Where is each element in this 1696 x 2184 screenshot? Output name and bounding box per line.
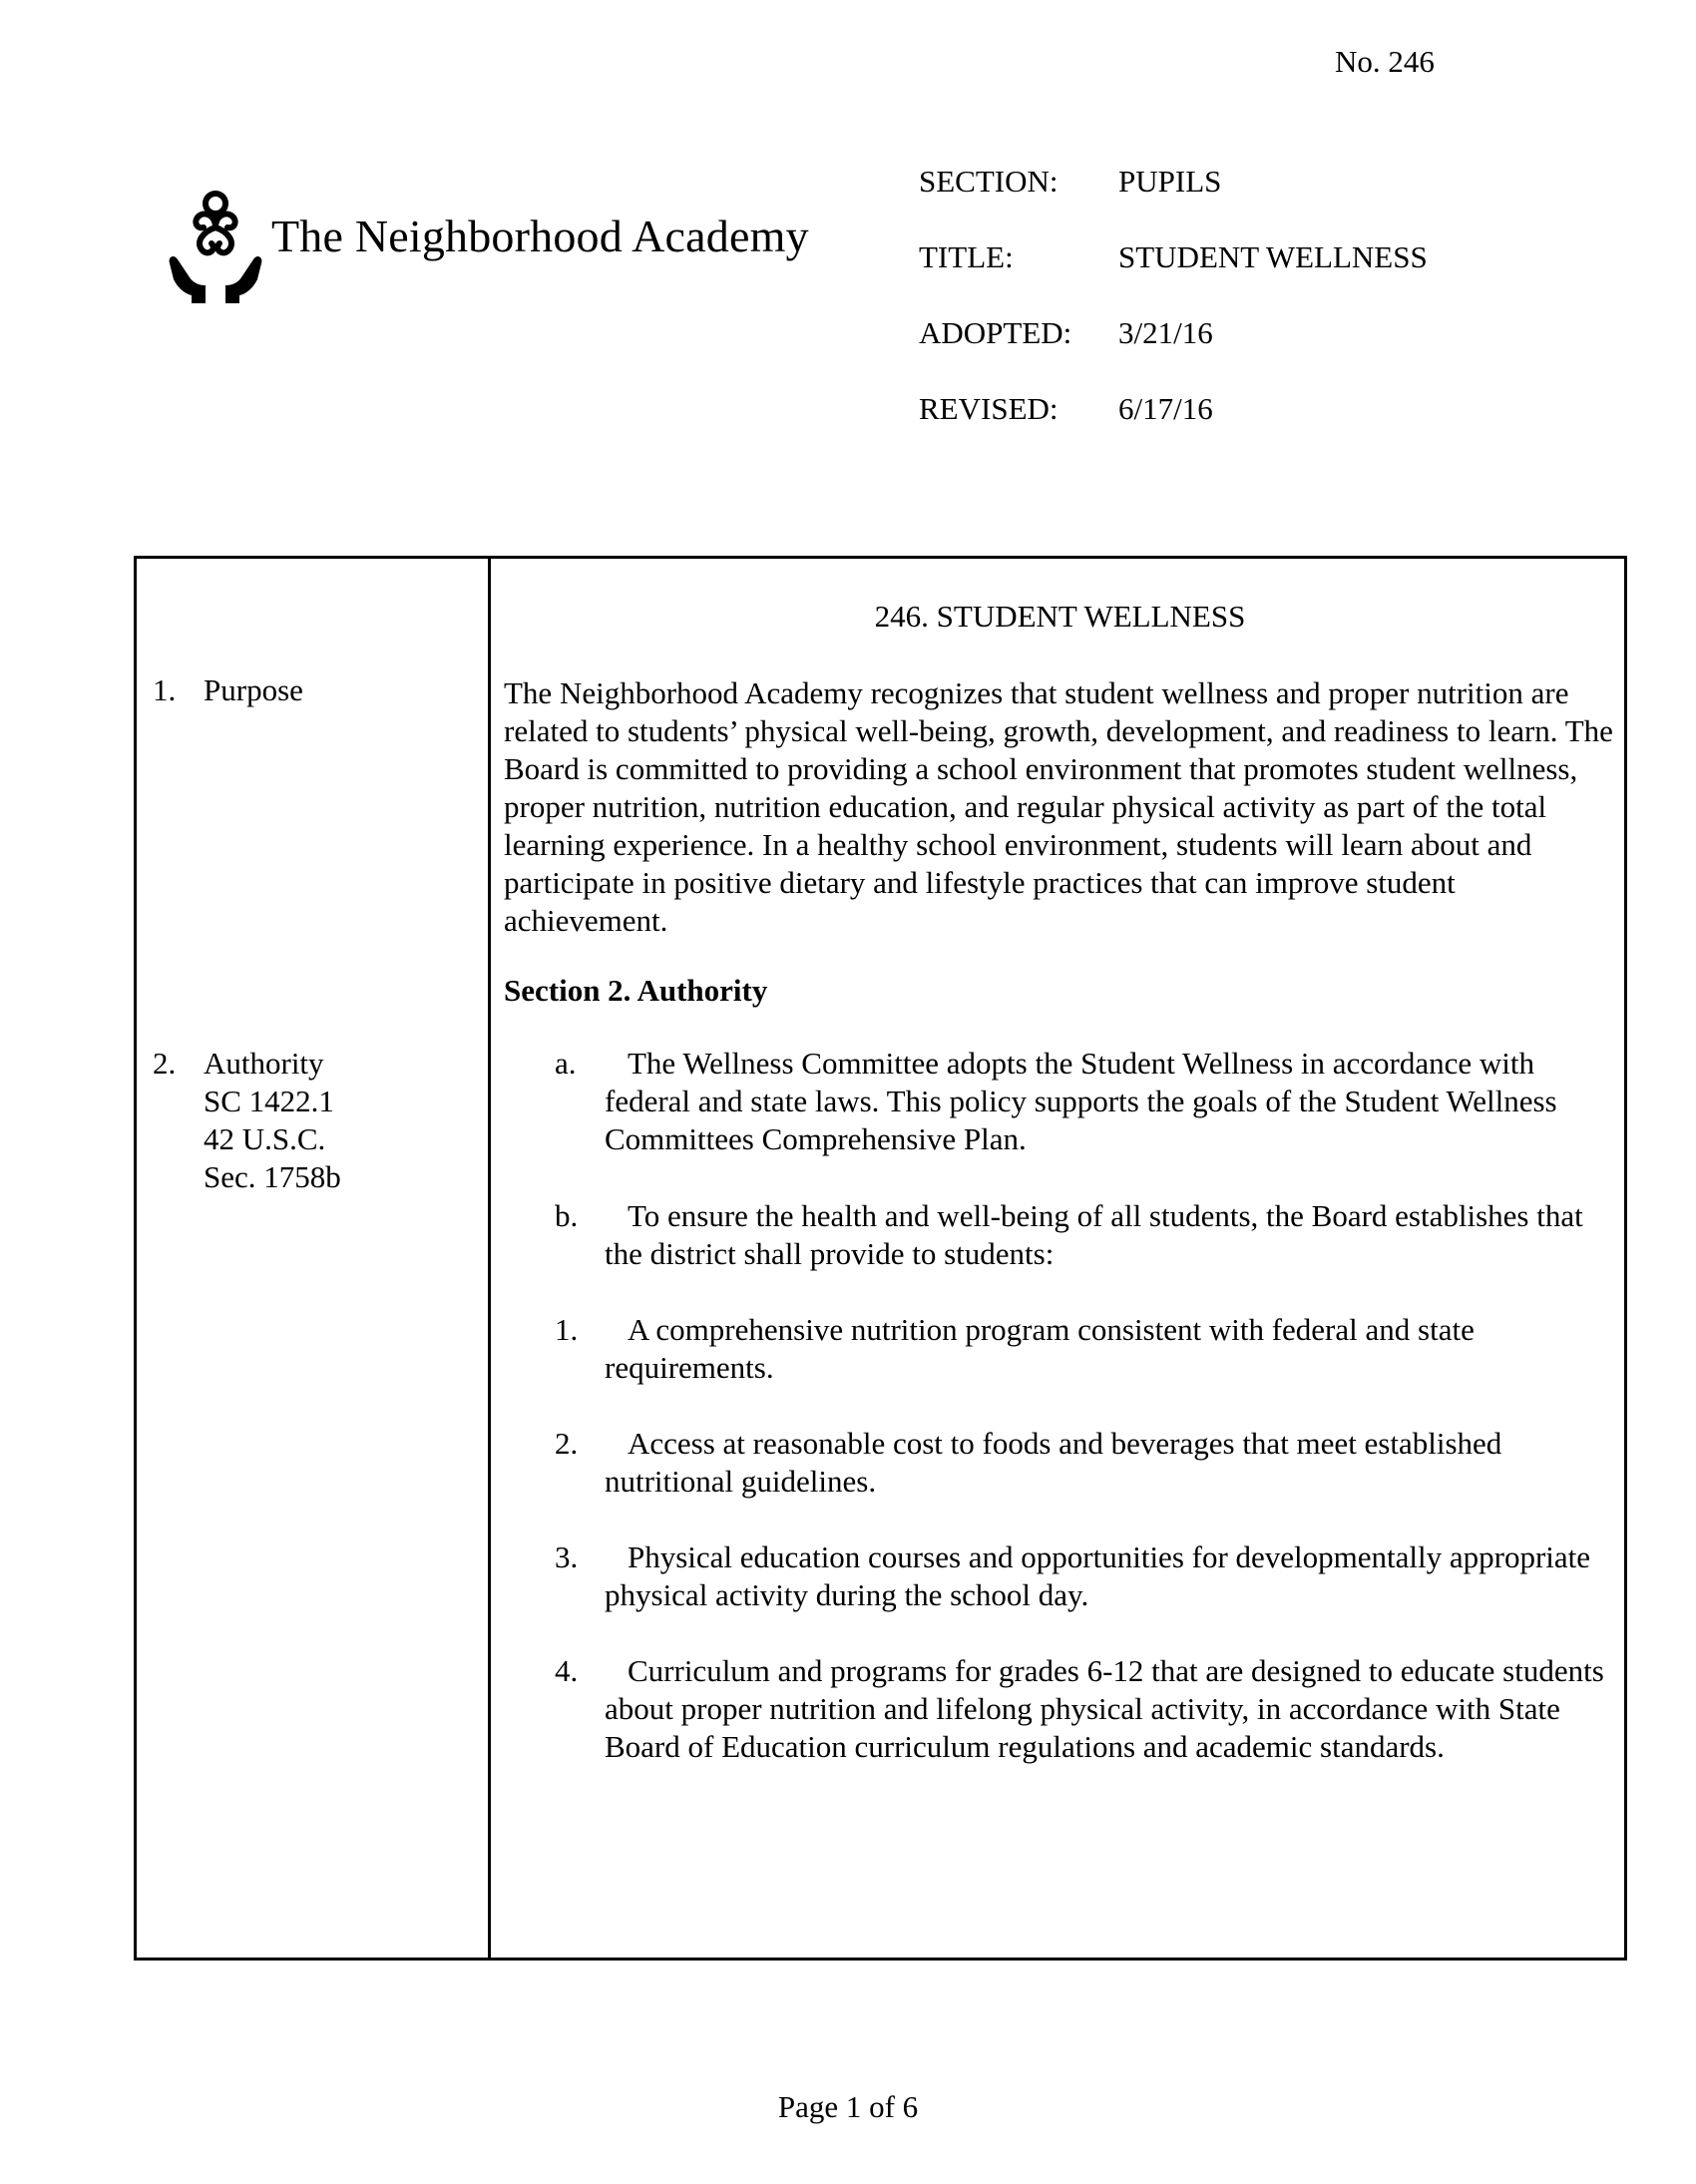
meta-value: STUDENT WELLNESS [1118,239,1428,274]
list-text: Physical education courses and opportunities for developmentally appropriate physical activity during the school day. [605,1539,1591,1612]
purpose-paragraph: The Neighborhood Academy recognizes that student wellness and proper nutrition are related to students’ physical well-being, growth, development, and readiness to learn. The Board is committed to providing a school environment that promotes student wellness, proper nutrition, nutrition education, and regular physical activity as part of the total learning experience. In a healthy school environment, students will learn about and participate in positive dietary and lifestyle practices that can improve student achievement. [504,675,1613,938]
side-note-number: 1. [153,672,177,707]
column-divider [488,559,491,1958]
side-note-label: Purpose [204,672,303,707]
side-note-number: 2. [153,1046,177,1081]
policy-table [134,556,1627,1961]
meta-label: REVISED: [919,391,1059,426]
list-item [504,1197,1616,1273]
side-note-citation: 42 U.S.C. [204,1121,326,1156]
list-item [504,1538,1616,1614]
list-text: The Wellness Committee adopts the Student Wellness in accordance with federal and state laws. This policy supports the goals of the Student Wellness Committees Comprehensive Plan. [605,1046,1557,1156]
page-footer: Page 1 of 6 [777,2089,919,2124]
meta-row-revised [919,391,1428,467]
list-item [504,1045,1616,1158]
meta-label: TITLE: [919,239,1014,274]
organization-name: The Neighborhood Academy [271,211,809,261]
list-item [504,1652,1616,1766]
list-text: Curriculum and programs for grades 6-12 that are designed to educate students about proper nutrition and lifelong physical activity, in accordance with State Board of Education curriculum regulations and academic standards. [605,1653,1604,1764]
meta-value: 6/17/16 [1118,391,1213,426]
organization-logo [166,188,809,307]
list-marker: 1. [555,1312,579,1347]
list-marker: b. [555,1198,579,1233]
list-text: To ensure the health and well-being of all students, the Board establishes that the district shall provide to students: [605,1198,1583,1271]
list-marker: a. [555,1046,577,1081]
section-heading: Section 2. Authority [504,973,768,1008]
meta-row-section [919,164,1428,239]
meta-row-adopted [919,315,1428,391]
list-marker: 2. [555,1426,579,1461]
meta-value: PUPILS [1118,164,1222,199]
list-item [504,1425,1616,1501]
list-text: Access at reasonable cost to foods and beverages that meet established nutritional guidelines. [605,1426,1502,1499]
meta-row-title [919,239,1428,315]
document-number: No. 246 [1335,44,1435,79]
meta-label: SECTION: [919,164,1059,199]
policy-title: 246. STUDENT WELLNESS [874,599,1246,634]
meta-value: 3/21/16 [1118,315,1213,350]
side-note-citation: SC 1422.1 [204,1084,334,1118]
meta-label: ADOPTED: [919,315,1072,350]
list-item [504,1311,1616,1387]
side-note-citation: Sec. 1758b [204,1159,341,1194]
policy-meta [919,164,1428,467]
triskelion-hands-icon [166,188,265,307]
side-note-label: Authority [204,1046,324,1081]
list-text: A comprehensive nutrition program consistent with federal and state requirements. [605,1312,1475,1385]
list-marker: 3. [555,1539,579,1574]
list-marker: 4. [555,1653,579,1688]
